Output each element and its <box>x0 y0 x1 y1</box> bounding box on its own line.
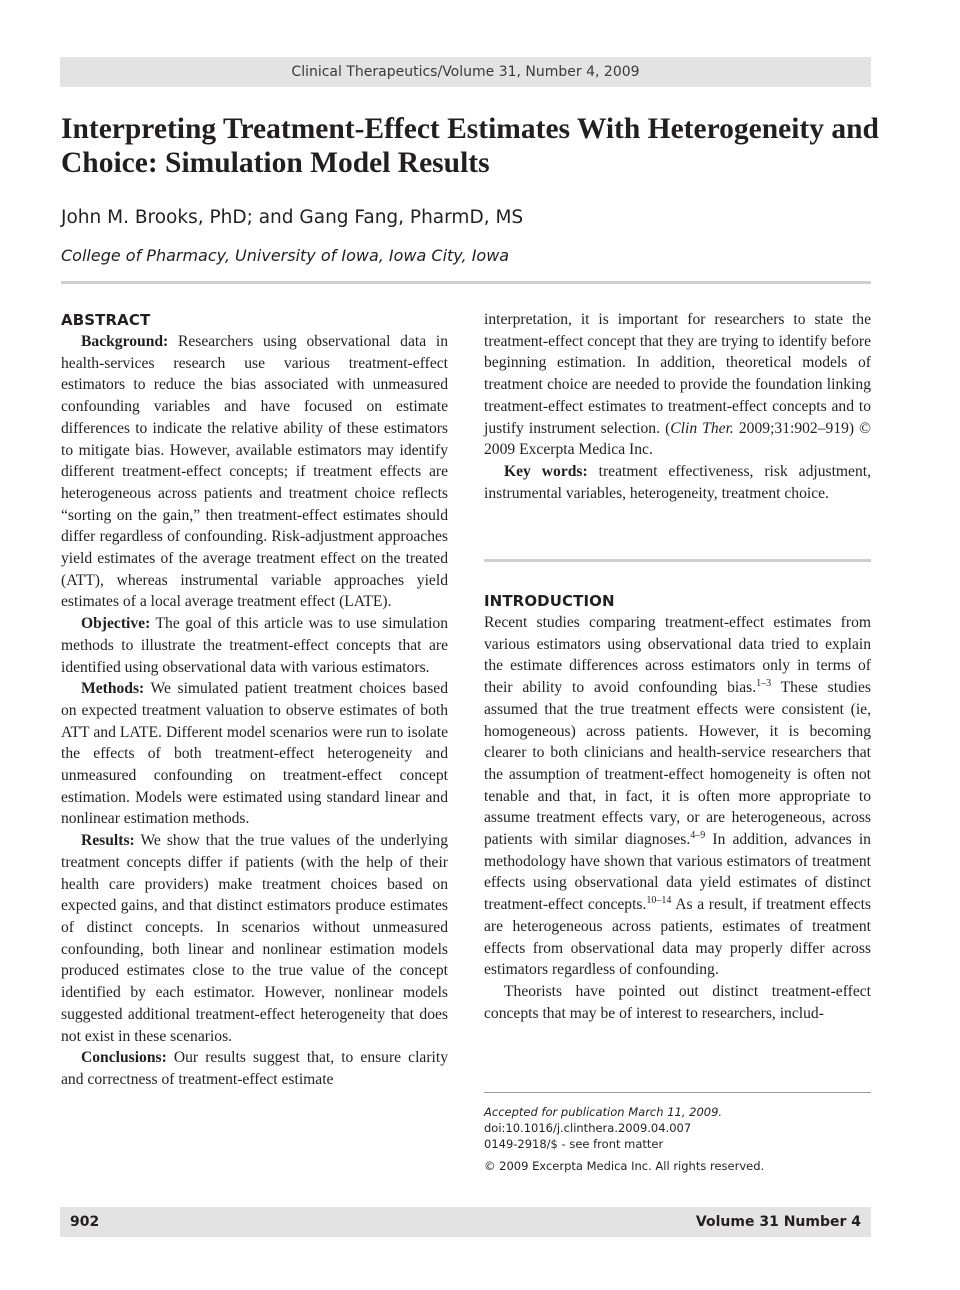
citation-open: ( <box>665 419 671 437</box>
introduction-paragraph-1 <box>484 612 871 981</box>
issn-line: 0149-2918/$ - see front matter <box>484 1137 664 1151</box>
intro-text-b: These studies assumed that the true treatment effects were consistent (ie, homogeneous) across patients. However, it is becoming clearer to both clinicians and health-service researchers that the assumption of treatment-effect homogeneity is often not tenable and that, in fact, it is often more appropriate to assume treatment effects vary, or are heterogeneous, across patients with similar diagnoses. <box>484 679 871 849</box>
keywords-label: Key words: <box>504 462 588 480</box>
header-divider <box>61 281 871 284</box>
copyright-line: © 2009 Excerpta Medica Inc. All rights reserved. <box>484 1159 765 1173</box>
conclusions-text: Our results suggest that, to ensure clarity and correctness of treatment-effect estimate <box>61 1049 448 1088</box>
author-list: John M. Brooks, PhD; and Gang Fang, PharmD, MS <box>61 207 524 228</box>
results-text: We show that the true values of the underlying treatment concepts differ if patients (with the help of their health care providers) make treatment choices based on expected gains, and that distinct estimators produce estimates of distinct concepts. In scenarios without unmeasured confounding, both linear and nonlinear estimation models produced estimates close to the true value of the concept identified by each estimator. However, nonlinear models suggested additional treatment-effect heterogeneity that does not exist in these scenarios. <box>61 832 448 1045</box>
running-header <box>60 57 871 87</box>
methods-text: We simulated patient treatment choices based on expected treatment valuation to observe estimates of both ATT and LATE. Different model scenarios were run to isolate the effects of both treatment-effect heterogeneity and unmeasured confounding on treatment-effect concept estimation. Models were estimated using standard linear and nonlinear estimation methods. <box>61 680 448 828</box>
doi-line: doi:10.1016/j.clinthera.2009.04.007 <box>484 1121 692 1135</box>
reference-superscript: 1–3 <box>756 677 772 689</box>
objective-label: Objective: <box>81 615 151 633</box>
abstract-results <box>61 830 448 1047</box>
article-title: Interpreting Treatment-Effect Estimates With Heterogeneity and Choice: Simulation Model Results <box>61 113 879 179</box>
introduction-heading: INTRODUCTION <box>484 592 615 610</box>
footnote-divider <box>484 1092 871 1093</box>
abstract-heading: ABSTRACT <box>61 311 151 329</box>
background-label: Background: <box>81 333 169 350</box>
background-text: Researchers using observational data in health-services research use various treatment-effect estimators to reduce the bias associated with unmeasured confounding variables and have focused on estimate differences to indicate the relative ability of these estimators to mitigate bias. However, available estimators may identify different treatment-effect concepts; if treatment effects are heterogeneous across patients and treatment choice reflects “sorting on the gain,” then treatment-effect estimates should differ regardless of confounding. Risk-adjustment approaches yield estimates of the average treatment effect on the treated (ATT), whereas instrumental variable approaches yield estimates of a local average treatment effect (LATE). <box>61 333 448 611</box>
intro-text-c: In addition, advances in methodology have shown that various estimators of treatment effects using observational data yield estimates of distinct treatment-effect concepts. <box>484 831 871 914</box>
reference-superscript: 10–14 <box>646 894 672 906</box>
abstract-column-right <box>484 309 871 504</box>
abstract-column-left <box>61 309 448 1091</box>
results-label: Results: <box>81 832 135 850</box>
citation-journal: Clin Ther. <box>670 419 734 437</box>
methods-label: Methods: <box>81 680 145 698</box>
introduction-section <box>484 590 871 1024</box>
objective-text: The goal of this article was to use simulation methods to illustrate the treatment-effect concepts that are identified using observational data with various estimators. <box>61 615 448 676</box>
abstract-objective <box>61 613 448 678</box>
conclusions-continued-text: interpretation, it is important for researchers to state the treatment-effect concept that they are trying to identify before beginning estimation. In addition, theoretical models of treatment choice are needed to provide the foundation linking treatment-effect estimates to treatment-effect concepts and to justify instrument selection. <box>484 311 871 437</box>
abstract-methods <box>61 678 448 830</box>
abstract-conclusions-continued <box>484 309 871 461</box>
conclusions-label: Conclusions: <box>81 1049 167 1067</box>
publication-notes <box>484 1104 874 1174</box>
author-affiliation: College of Pharmacy, University of Iowa, Iowa City, Iowa <box>61 246 510 265</box>
page-footer <box>60 1207 871 1237</box>
accepted-date: Accepted for publication March 11, 2009. <box>484 1105 723 1119</box>
citation-details: 2009;31:902–919) © 2009 Excerpta Medica Inc. <box>484 419 872 459</box>
introduction-paragraph-2: Theorists have pointed out distinct treatment-effect concepts that may be of interest to researchers, includ- <box>484 982 871 1022</box>
reference-superscript: 4–9 <box>690 829 706 841</box>
page-number: 902 <box>70 1214 100 1230</box>
volume-label: Volume 31 Number 4 <box>695 1214 861 1230</box>
intro-text-a: Recent studies comparing treatment-effect estimates from various estimators using observational data tried to explain the estimate differences across estimators only in terms of their ability to avoid confounding bias. <box>484 614 871 697</box>
section-divider <box>484 559 871 562</box>
intro-text-d: As a result, if treatment effects are heterogeneous across patients, estimates of treatment effects from observational data may properly differ across estimators regardless of confounding. <box>484 896 871 979</box>
abstract-conclusions <box>61 1047 448 1090</box>
running-head-text: Clinical Therapeutics/Volume 31, Number 4, 2009 <box>291 64 640 80</box>
abstract-background <box>61 331 448 613</box>
keywords-text: treatment effectiveness, risk adjustment, instrumental variables, heterogeneity, treatment choice. <box>484 462 871 502</box>
abstract-keywords <box>484 461 871 504</box>
